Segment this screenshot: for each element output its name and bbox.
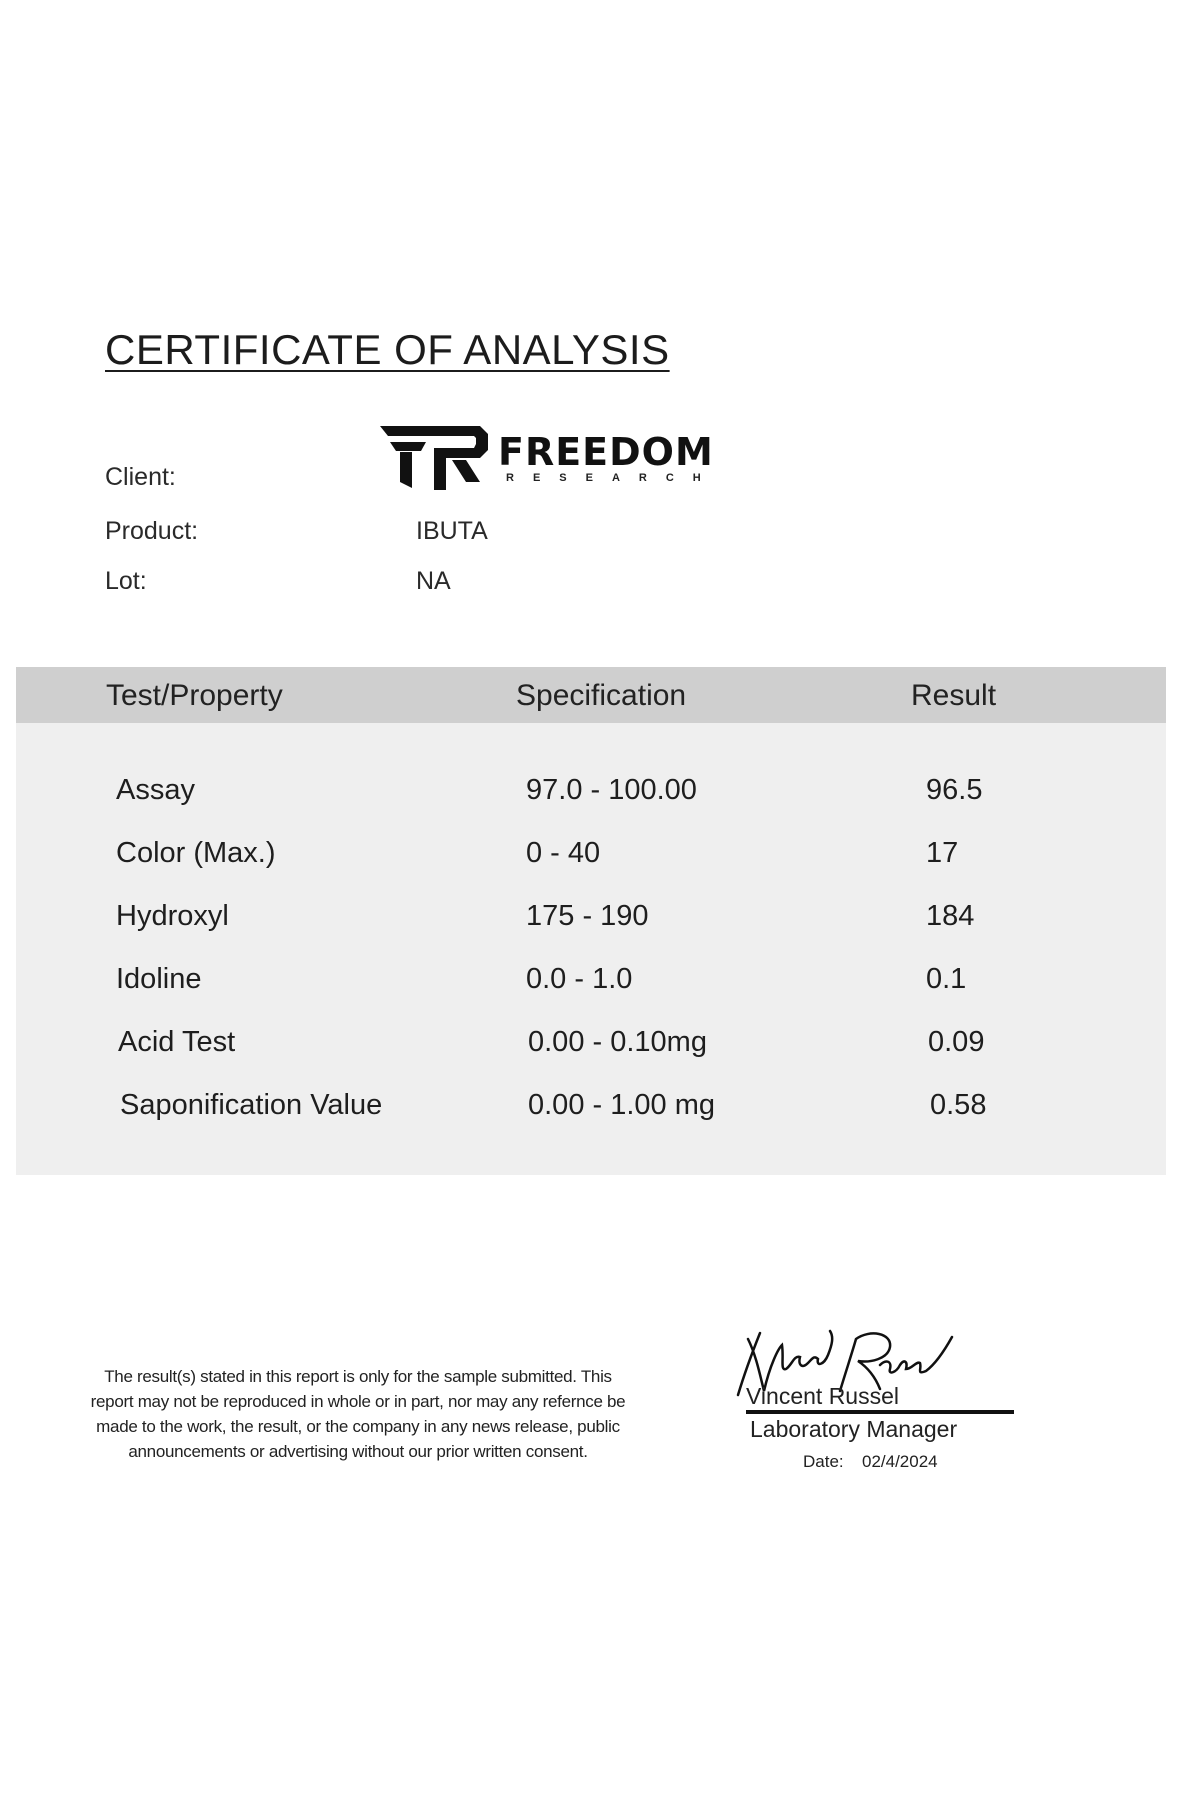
table-row — [16, 837, 1166, 887]
test-result: 96.5 — [926, 774, 983, 806]
date-value: 02/4/2024 — [862, 1452, 938, 1471]
test-name: Saponification Value — [120, 1089, 383, 1121]
test-spec: 97.0 - 100.00 — [526, 774, 697, 806]
results-table — [16, 667, 1166, 1175]
logo-subtext: RESEARCH — [506, 472, 720, 484]
test-name: Assay — [116, 774, 195, 806]
table-row — [16, 900, 1166, 950]
test-spec: 0 - 40 — [526, 837, 601, 869]
lot-label: Lot: — [105, 567, 147, 595]
test-spec: 175 - 190 — [526, 900, 649, 932]
test-result: 0.1 — [926, 963, 967, 995]
test-name: Color (Max.) — [116, 837, 276, 869]
test-result: 17 — [926, 837, 959, 869]
test-name: Hydroxyl — [116, 900, 229, 932]
fr-monogram-logo-icon — [380, 422, 492, 494]
signer-role: Laboratory Manager — [750, 1416, 958, 1442]
freedom-research-logo — [380, 422, 750, 498]
header-test-property: Test/Property — [106, 679, 283, 712]
date-label: Date: — [803, 1452, 844, 1471]
header-result: Result — [911, 679, 997, 712]
signature-line — [746, 1410, 1014, 1414]
logo-wordmark: FREEDOM — [498, 430, 714, 474]
product-label: Product: — [105, 517, 199, 545]
table-header — [16, 667, 1166, 723]
test-result: 0.09 — [928, 1026, 985, 1058]
test-name: Acid Test — [118, 1026, 236, 1058]
client-label: Client: — [105, 463, 176, 491]
document-title: CERTIFICATE OF ANALYSIS — [105, 326, 670, 373]
test-result: 0.58 — [930, 1089, 987, 1121]
test-spec: 0.0 - 1.0 — [526, 963, 633, 995]
test-result: 184 — [926, 900, 975, 932]
test-name: Idoline — [116, 963, 202, 995]
test-spec: 0.00 - 1.00 mg — [528, 1089, 715, 1121]
table-row — [16, 1089, 1166, 1139]
table-row — [16, 1026, 1166, 1076]
table-row — [16, 774, 1166, 824]
signer-name: Vincent Russel — [746, 1383, 899, 1409]
test-spec: 0.00 - 0.10mg — [528, 1026, 707, 1058]
product-value: IBUTA — [416, 517, 488, 545]
disclaimer-text: The result(s) stated in this report is only for the sample submitted. This report may not be reproduced in whole or in part, nor may any refernce be made to the work, the result, or the company in any news release, public announcements or advertising without our prior written consent. — [90, 1367, 626, 1461]
lot-value: NA — [416, 567, 451, 595]
table-row — [16, 963, 1166, 1013]
header-specification: Specification — [516, 679, 687, 712]
